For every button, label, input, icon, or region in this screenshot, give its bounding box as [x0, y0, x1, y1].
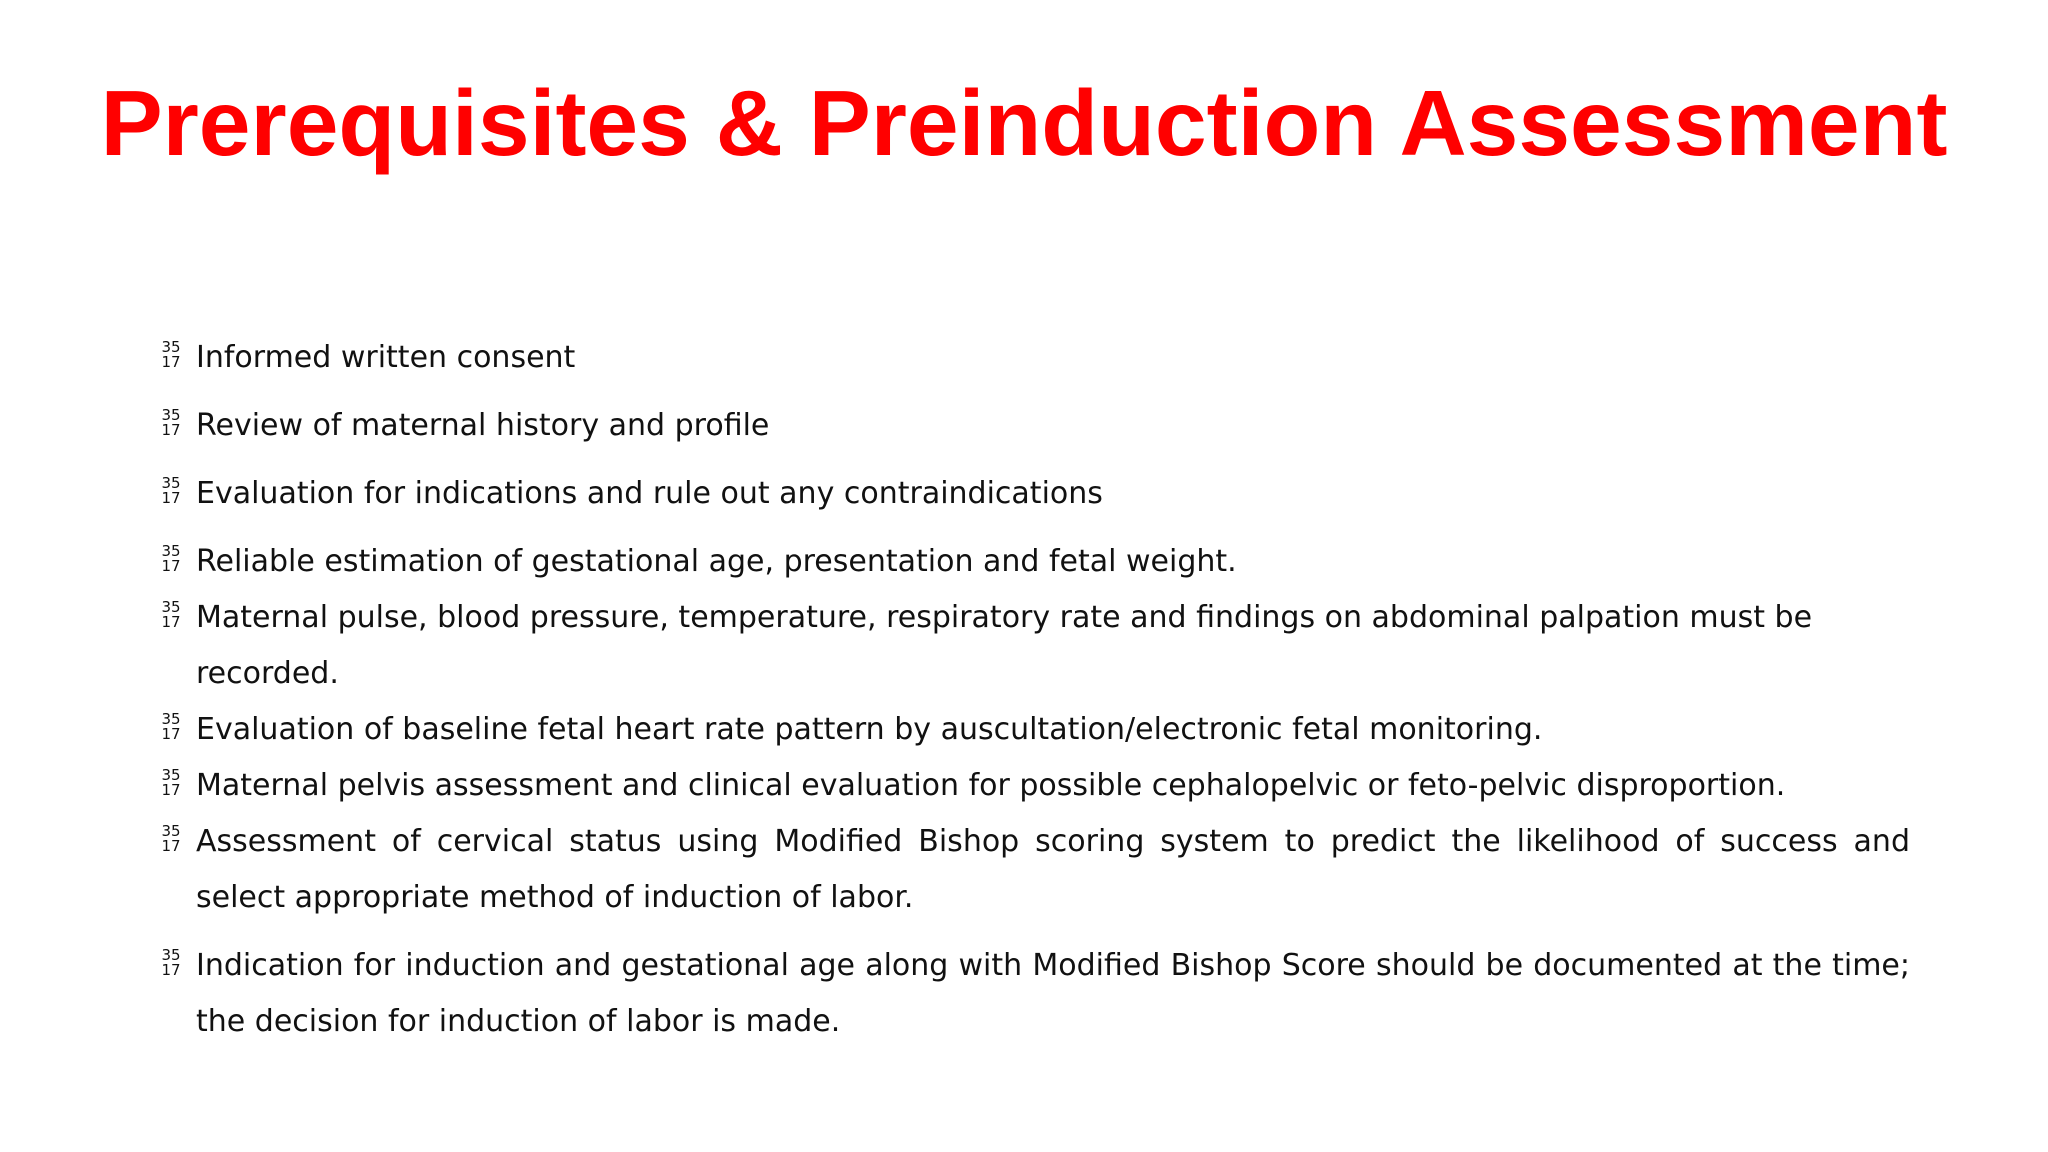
- list-item: [160, 702, 1910, 758]
- bullet-icon: 35 17: [161, 710, 181, 743]
- list-item-text: Informed written consent: [196, 340, 576, 375]
- slide-title: Prerequisites & Preinduction Assessment: [100, 71, 1948, 175]
- list-item-text: Evaluation for indications and rule out any contraindications: [196, 476, 1103, 511]
- list-item: [160, 758, 1910, 814]
- list-item: [160, 814, 1910, 926]
- list-item-text: Reliable estimation of gestational age, presentation and fetal weight.: [196, 544, 1237, 579]
- list-item-text: Assessment of cervical status using Modified Bishop scoring system to predict the likelihood of success and select appropriate method of induction of labor.: [196, 824, 1910, 915]
- list-item: [160, 534, 1910, 590]
- list-item: [160, 398, 1910, 454]
- bullet-icon: 35 17: [161, 338, 181, 371]
- list-item: [160, 466, 1910, 522]
- bullet-icon: 35 17: [161, 542, 181, 575]
- list-item: [160, 938, 1910, 1050]
- bullet-icon: 35 17: [161, 598, 181, 631]
- bullet-icon: 35 17: [161, 474, 181, 507]
- list-item-text: Evaluation of baseline fetal heart rate pattern by auscultation/electronic fetal monitoring.: [196, 712, 1543, 747]
- list-item-text: Maternal pelvis assessment and clinical evaluation for possible cephalopelvic or feto-pelvic disproportion.: [196, 768, 1786, 803]
- list-item-text: Indication for induction and gestational age along with Modified Bishop Score should be documented at the time; the decision for induction of labor is made.: [196, 948, 1910, 1039]
- list-item: [160, 330, 1910, 386]
- list-item: [160, 590, 1910, 702]
- bullet-icon: 35 17: [161, 766, 181, 799]
- bullet-icon: 35 17: [161, 946, 181, 979]
- bullet-icon: 35 17: [161, 822, 181, 855]
- bullet-list: [160, 330, 1910, 1062]
- bullet-icon: 35 17: [161, 406, 181, 439]
- list-item-text: Maternal pulse, blood pressure, temperature, respiratory rate and findings on abdominal palpation must be recorded.: [196, 600, 1813, 691]
- list-item-text: Review of maternal history and profile: [196, 408, 770, 443]
